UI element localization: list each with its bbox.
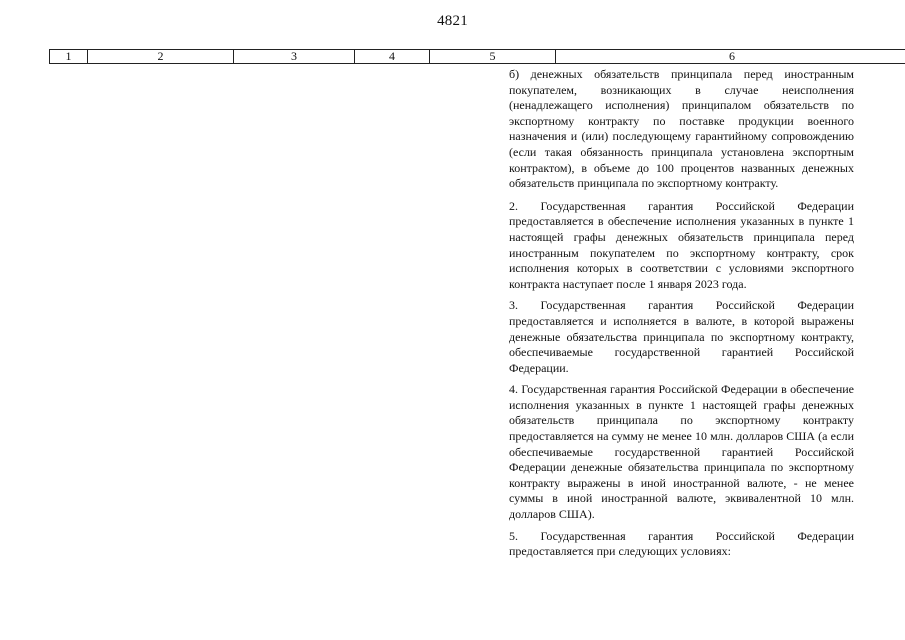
- table-header-cell-2: 2: [88, 50, 234, 63]
- paragraph-5-guarantee-conditions: 5. Государственная гарантия Российской Федерации предоставляется при следующих условиях:: [509, 528, 854, 559]
- table-header-row: [49, 49, 905, 64]
- paragraph-4-guarantee-amount: 4. Государственная гарантия Российской Федерации в обеспечение исполнения указанных в пункте 1 настоящей графы денежных обязательств принципала по экспортному контракту предоставляется на сумму не менее 10 млн. долларов США (а если обеспечиваемые государственной гарантией Российской Федерации денежные обязательства принципала по экспортному контракту выражены в иной иностранной валюте, - не менее суммы в иной иностранной валюте, эквивалентной 10 млн. долларов США).: [509, 382, 854, 522]
- table-header-cell-1: 1: [50, 50, 88, 63]
- page-number: 4821: [437, 13, 468, 29]
- column-6-text: [509, 67, 854, 566]
- table-header-cell-4: 4: [355, 50, 430, 63]
- paragraph-b-monetary-obligations: б) денежных обязательств принципала перед иностранным покупателем, возникающих в случае неисполнения (ненадлежащего исполнения) принципалом обязательств по экспортному контракту по поставке продукции военного назначения и (или) последующему гарантийному сопровождению (если такая обязанность принципала установлена экспортным контрактом), в объеме до 100 процентов названных денежных обязательств принципала по экспортному контракту.: [509, 67, 854, 191]
- paragraph-2-guarantee-scope: 2. Государственная гарантия Российской Федерации предоставляется в обеспечение исполнения указанных в пункте 1 настоящей графы денежных обязательств принципала перед иностранным покупателем по экспортному контракту, срок исполнения которых в соответствии с условиями экспортного контракта наступает после 1 января 2023 года.: [509, 198, 854, 291]
- table-header-cell-6: 6: [729, 49, 735, 63]
- table-header-cell-3: 3: [234, 50, 355, 63]
- table-header-cell-5: 5: [430, 50, 556, 63]
- paragraph-3-guarantee-currency: 3. Государственная гарантия Российской Федерации предоставляется и исполняется в валюте, в которой выражены денежные обязательства принципала по экспортному контракту, обеспечиваемые государственной гарантией Российской Федерации.: [509, 298, 854, 375]
